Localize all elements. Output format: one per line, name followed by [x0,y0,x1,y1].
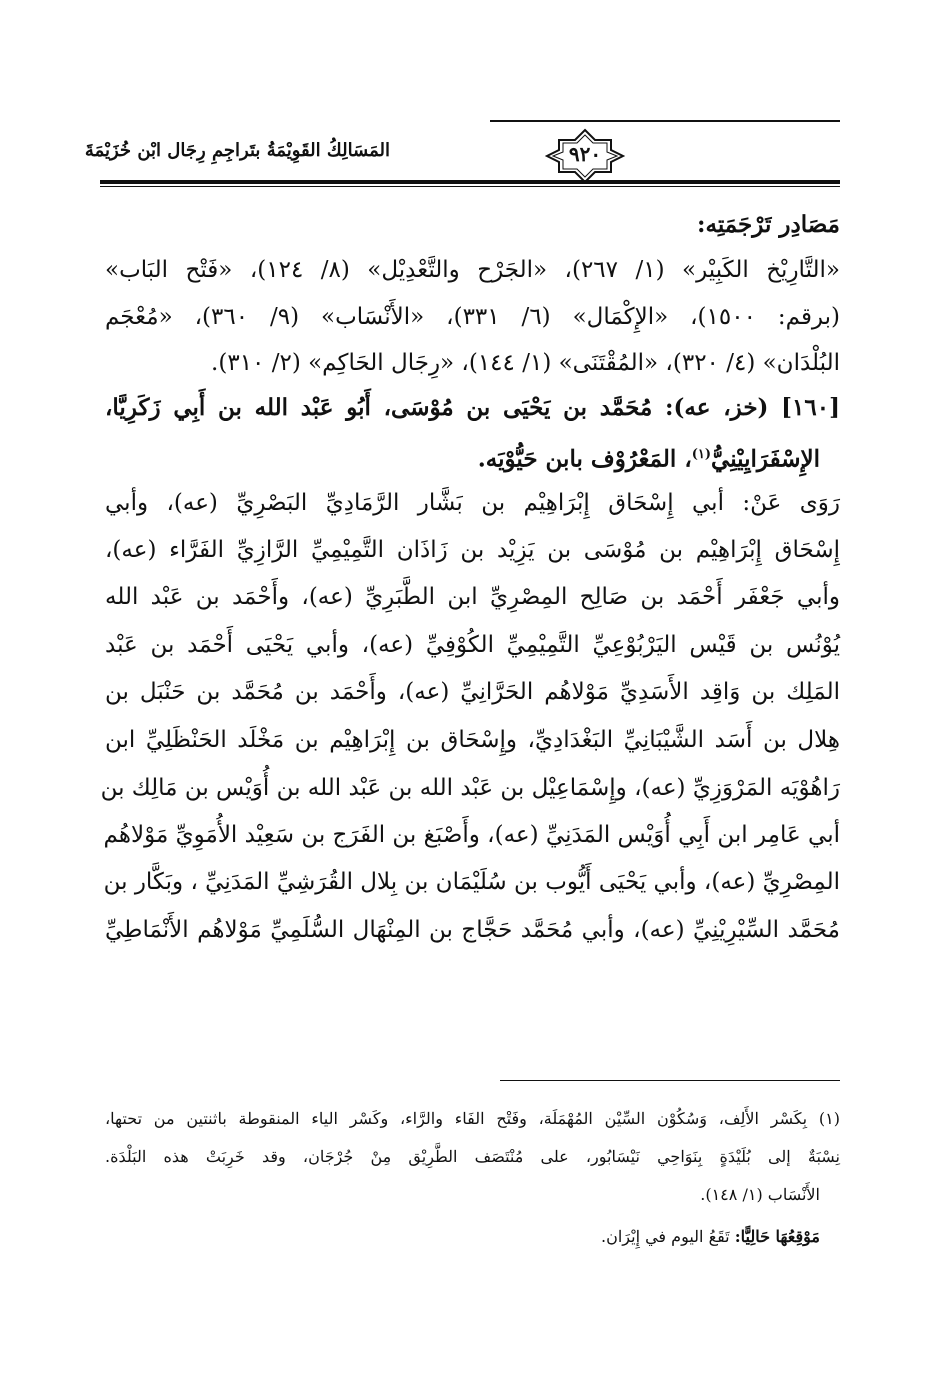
body-line: يُوْنُس بن قَيْس اليَرْبُوْعِيِّ التَّمِيْمِيِّ الكُوْفِيِّ (عه)، وأبي يَحْيَى أَحْمَد بن عَبْد [105,632,840,658]
body-line: رَاهُوْيَه المَرْوَزِيِّ (عه)، وإِسْمَاعِيْل بن عَبْد الله بن عَبْد الله بن أُوَيْس بن مَالِك بن [100,775,840,801]
location-text: تَقَعُ اليوم في إِيْرَان. [601,1227,735,1246]
body-line: أبي عَامِر ابن أَبِي أُوَيْس المَدَنِيِّ (عه)، وأَصْبَغ بن الفَرَج بن سَعِيْد الأُمَوِيِّ مَوْلاهُم [103,822,840,848]
footnote-line: الأَنْسَاب (١/ ١٤٨). [700,1185,820,1204]
sources-line: «التَّارِيْخ الكَبِيْر» (١/ ٢٦٧)، «الجَرْح والتَّعْدِيْل» (٨/ ١٢٤)، «فَتْح البَاب» [105,257,840,283]
body-line: مُحَمَّد السِّيْرِيْنِيِّ (عه)، وأبي مُحَمَّد حَجَّاج بن المِنْهَال السُّلَمِيِّ مَوْلاهُم الأَنْمَاطِيِّ [105,917,840,943]
header-rule-thin [100,186,840,187]
body-line: هِلال بن أَسَد الشَّيْبَانِيِّ البَغْدَادِيِّ، وإِسْحَاق بن إِبْرَاهِيْم بن مَخْلَد الحَنْظَلِيِّ ابن [105,727,840,753]
body-line: وأبي جَعْفَر أَحْمَد بن صَالِح المِصْرِيِّ ابن الطَّبَرِيِّ (عه)، وأَحْمَد بن عَبْد الله [105,584,840,610]
footnote-line: نِسْبَةٌ إلى بُلَيْدَةٍ بِنَوَاحِي نَيْسَابُور، على مُنْتَصَف الطَّرِيْق مِنْ جُرْجَان، وقد خَرِبَتْ هذه البَلْدَة. [105,1147,840,1166]
body-line: إِسْحَاق إِبْرَاهِيْم بن مُوْسَى بن يَزِيْد بن زَاذَان التَّمِيْمِيِّ الرَّازِيِّ الفَرَّاء (عه)، [105,537,840,563]
sources-line: البُلْدَان» (٤/ ٣٢٠)، «المُقْتَنَى» (١/ ١٤٤)، «رِجَال الحَاكِم» (٢/ ٣١٠). [211,350,840,376]
footnote-separator [500,1080,840,1081]
entry-heading-line2 [125,440,820,475]
header-top-line [490,120,840,122]
location-label: مَوْقِعُهَا حَالِيًّا: [734,1227,820,1246]
entry-nisba: الإِسْفَرَايِيْنِيُّ [711,445,820,473]
header-rule [100,180,840,184]
body-line: رَوَى عَنْ: أبي إِسْحَاق إِبْرَاهِيْم بن بَشَّار الرَّمَادِيِّ البَصْرِيِّ (عه)، وأبي [105,490,840,516]
page-number: ٩٢٠ [568,142,602,166]
body-line: المَلِك بن وَاقِد الأَسَدِيِّ مَوْلاهُم الحَرَّانِيِّ (عه)، وأَحْمَد بن مُحَمَّد بن حَنْبَل بن [105,679,840,705]
book-title: المَسَالِكُ القَوِيْمَةُ بتَراجِمِ رِجَال ابْن خُزَيْمَةَ [84,140,390,161]
footnote-ref[interactable]: (١) [691,447,712,462]
footnote-line: (١) بِكَسْر الأَلِف، وَسُكُوْن السِّيْن المُهْمَلَة، وفَتْح الفَاء والرَّاء، وكَسْر الياء المنقوطة باثنتين من تحتها، [105,1109,840,1128]
sources-line: (برقم: ١٥٠٠)، «الإِكْمَال» (٦/ ٣٣١)، «الأَنْسَاب» (٩/ ٣٦٠)، «مُعْجَم [105,304,841,330]
body-line: المِصْرِيِّ (عه)، وأبي يَحْيَى أَيُّوب بن سُلَيْمَان بن بِلال القُرَشِيِّ المَدَنِيِّ ، وبَكَّار بن [103,869,840,895]
footnote-location [105,1226,820,1248]
entry-heading: [١٦٠] (خز، عه): مُحَمَّد بن يَحْيَى بن مُوْسَى، أَبُو عَبْد الله بن أَبِي زَكَرِيَّا، [105,394,840,421]
entry-known-as: ، المَعْرُوْف بابن حَيُّوْيَه. [477,445,692,473]
page-number-ornament [545,128,625,184]
sources-heading: مَصَادِر تَرْجَمَتِه: [697,211,840,238]
